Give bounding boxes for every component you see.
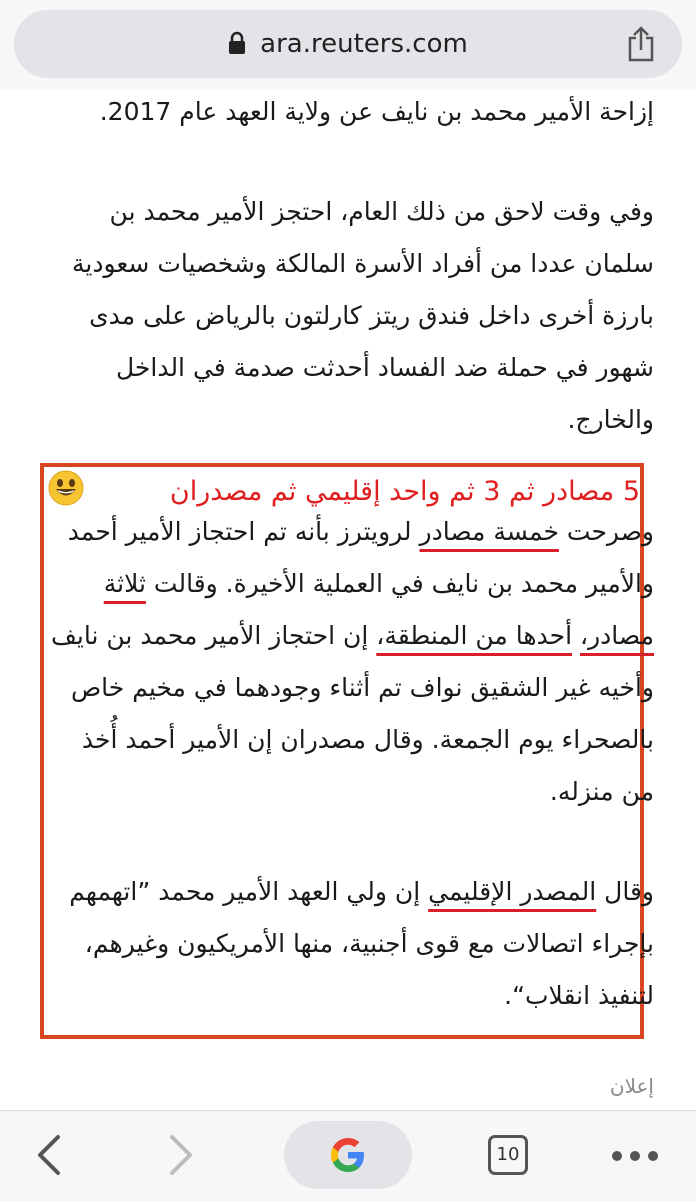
article-paragraph: وفي وقت لاحق من ذلك العام، احتجز الأمير محمد بن سلمان عددا من أفراد الأسرة المالكة وشخصيات سعودية بارزة أخرى داخل فندق ريتز كارلتون بالرياض على مدى شهور في حملة ضد الفساد أحدثت صدمة في الداخل والخارج. (71, 197, 654, 434)
browser-toolbar (0, 1110, 696, 1201)
underlined-phrase: ثلاثة مصادر، (103, 569, 654, 650)
annotation-text: 5 مصادر ثم 3 ثم واحد إقليمي ثم مصدران (169, 476, 640, 507)
underlined-phrase: المصدر الإقليمي (428, 877, 597, 906)
google-logo-icon (328, 1135, 368, 1175)
tabs-count-button[interactable]: 10 (488, 1135, 528, 1175)
underlined-phrase: أحدها من المنطقة، (376, 621, 573, 650)
back-arrow-icon[interactable] (34, 1133, 64, 1177)
smiley-emoji-icon (48, 470, 84, 506)
article-body (0, 90, 696, 1100)
url-field[interactable] (14, 10, 682, 78)
ad-label: إعلان (609, 1074, 654, 1098)
underlined-phrase: خمسة مصادر (419, 517, 559, 546)
lock-icon (228, 31, 246, 55)
article-paragraph: إزاحة الأمير محمد بن نايف عن ولاية العهد عام 2017. (99, 97, 654, 126)
share-icon[interactable] (626, 26, 656, 62)
google-search-button[interactable] (284, 1121, 412, 1189)
article-paragraph-highlighted: وصرحت خمسة مصادر لرويترز بأنه تم احتجاز الأمير أحمد والأمير محمد بن نايف في العملية الأخيرة. وقالت ثلاثة مصادر، أحدها من المنطقة، إن احتجاز الأمير محمد بن نايف وأخيه غير الشقيق نواف تم أثناء وجودهما في مخيم خاص بالصحراء يوم الجمعة. وقال مصدران إن الأمير أحمد أُخذ من منزله. (51, 517, 654, 806)
address-bar-area (0, 0, 696, 90)
article-paragraph-highlighted: وقال المصدر الإقليمي إن ولي العهد الأمير محمد ”اتهمهم بإجراء اتصالات مع قوى أجنبية، منها الأمريكيون وغيرهم، لتنفيذ انقلاب“. (69, 877, 654, 1010)
forward-arrow-icon[interactable] (166, 1133, 196, 1177)
more-options-icon[interactable] (610, 1149, 660, 1163)
url-text: ara.reuters.com (260, 29, 468, 59)
